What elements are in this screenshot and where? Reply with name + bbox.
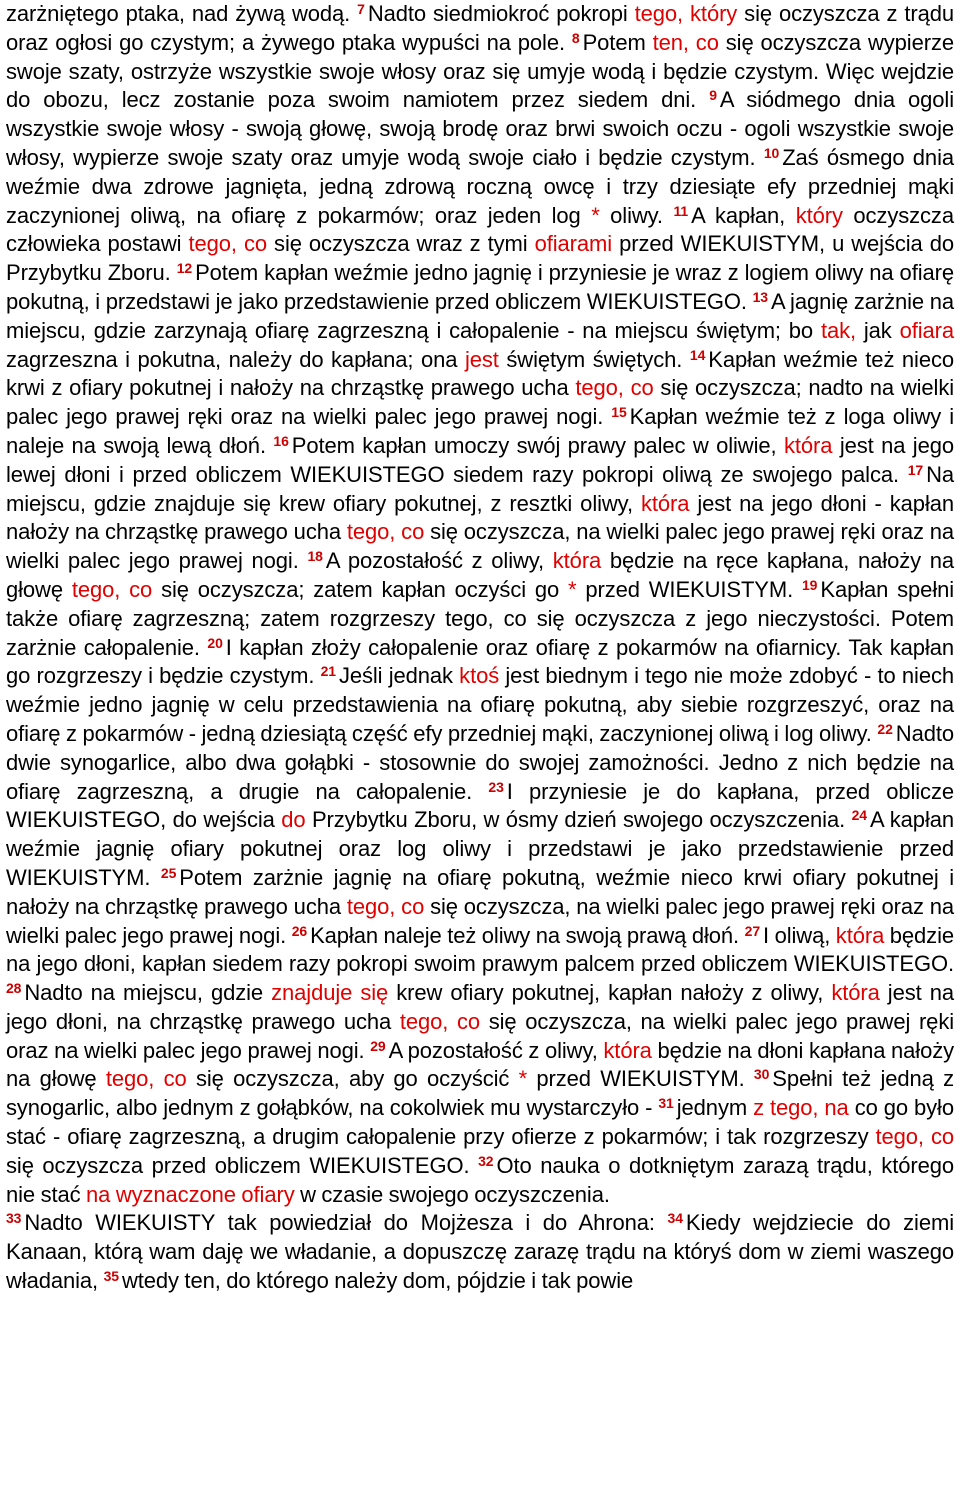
text-run: się oczyszcza, na wielki palec jego prawej ręki oraz na wielki palec jego prawej nogi. [6,519,955,574]
highlighted-phrase: ktoś [459,663,500,689]
text-run: się oczyszcza; zatem kapłan oczyści go [152,576,569,602]
verse-number: 26 [291,922,308,939]
verse-number: 19 [802,576,818,593]
text-run: krew ofiary pokutnej, kapłan nałoży z oliwy, [388,980,832,1006]
verse-number: 32 [478,1152,494,1169]
text-run: Kapłan spełni także ofiarę zagrzeszną; zatem rozgrzeszy tego, co się oczyszcza z jego nieczystości. Potem zarżnie całopalenie. [6,576,955,660]
text-run: Nadto dwie synogarlice, albo dwa gołąbki - stosownie do swojej zamożności. Jedno z nich będzie na ofiarę zagrzeszną, a drugie na całopalenie. [6,720,954,804]
text-run: przed WIEKUISTYM, u wejścia do Przybytku Zboru. [6,231,955,286]
text-run: wtedy ten, do którego należy dom, pójdzie i tak powie [121,1268,634,1294]
highlighted-phrase: ofiara [899,317,954,343]
text-run: Potem zarżnie jagnię na ofiarę pokutną, weźmie nieco krwi ofiary pokutnej i nałoży na chrząstkę prawego ucha [6,864,954,919]
verse-number: 15 [611,404,627,421]
text-run: Potem kapłan weźmie jedno jagnię i przyniesie je wraz z logiem oliwy na ofiarę pokutną, i przedstawi je jako przedstawienie przed obliczem WIEKUISTEGO. [6,260,954,314]
highlighted-phrase: ten, co [652,29,719,55]
highlighted-phrase: jest [464,346,499,372]
text-run: się oczyszcza, aby go oczyścić [186,1066,519,1092]
text-run: się oczyszcza przed obliczem WIEKUISTEGO. [6,1152,479,1178]
text-run: Nadto na miejscu, gdzie [24,980,272,1006]
verse-number: 25 [160,864,177,881]
text-run: Kapłan weźmie też nieco krwi z ofiary pokutnej i nałoży na chrząstkę prawego ucha [6,346,955,401]
verse-number: 7 [357,1,365,17]
text-run: jednym [676,1095,754,1121]
verse-number: 8 [571,29,580,46]
paragraph [0,1209,960,1295]
text-run: Nadto siedmiokroć pokropi [367,1,635,26]
text-run: się oczyszcza wraz z tymi [267,231,535,257]
text-run: jest na jego dłoni, na chrząstkę prawego ucha [6,980,954,1034]
highlighted-phrase: tego, co [188,231,267,257]
text-run: jest biednym i tego nie może zdobyć - to niech weźmie jedno jagnię w celu przedstawienia na ofiarę pokutną, aby siebie rozgrzeszyć, oraz na ofiarę z pokarmów - jedną dziesiątą część efy przedniej mąki, zaczynionej oliwą i log oliwy. [6,663,954,746]
text-run: Nadto WIEKUISTY tak powiedział do Mojżesza i do Ahrona: [24,1210,668,1236]
verse-number: 23 [488,778,504,795]
text-run: Przybytku Zboru, w ósmy dzień swojego oczyszczenia. [305,807,852,833]
highlighted-phrase: tego, co [105,1066,187,1092]
text-run: będzie na jego dłoni, kapłan siedem razy pokropi swoim prawym palcem przed obliczem WIEKUISTEGO. [6,922,955,977]
verse-number: 20 [207,634,223,651]
text-run: Na miejscu, gdzie znajduje się krew ofiary pokutnej, z resztki oliwy, [6,461,954,516]
text-run: się oczyszcza wypierze swoje szaty, ostrzyże wszystkie swoje włosy oraz się umyje wodą i będzie czystym. Więc wejdzie do obozu, lecz zostanie poza swoim namiotem przez siedem dni. [6,29,954,113]
verse-number: 18 [307,548,323,565]
text-run: się oczyszcza z trądu oraz ogłosi go czystym; a żywego ptaka wypuści na pole. [6,1,955,55]
highlighted-phrase: tego, co [346,893,425,919]
text-run: Jeśli jednak [338,663,460,689]
highlighted-phrase: ofiarami [534,231,613,257]
text-run: jest na jego dłoni - kapłan nałoży na chrząstkę prawego ucha [6,490,954,545]
text-run: przed WIEKUISTYM. [527,1066,754,1092]
verse-number: 22 [877,720,893,737]
text-run: A jagnię zarżnie na miejscu, gdzie zarzynają ofiarę zagrzeszną i całopalenie - na miejscu świętym; bo [6,288,954,343]
text-run: I kapłan złoży całopalenie oraz ofiarę z pokarmów na ofiarnicy. Tak kapłan go rozgrzeszy i będzie czystym. [6,634,954,689]
highlighted-phrase: * [591,202,600,228]
highlighted-phrase: * [518,1066,528,1092]
highlighted-phrase: która [552,548,602,574]
verse-number: 33 [6,1210,22,1227]
text-run: oliwy. [599,202,674,228]
verse-number: 11 [673,202,689,219]
highlighted-phrase: która [831,980,880,1006]
highlighted-phrase: znajduje się [271,980,389,1006]
highlighted-phrase: która [603,1037,652,1063]
text-run: jest na jego lewej dłoni i przed obliczem WIEKUISTEGO siedem razy pokropi oliwą ze swojego palca. [6,432,955,487]
highlighted-phrase: tego, co [875,1124,954,1150]
text-run: w czasie swojego oczyszczenia. [294,1181,610,1207]
highlighted-phrase: tego, który [634,1,738,26]
text-run: się oczyszcza, na wielki palec jego prawej ręki oraz na wielki palec jego prawej nogi. [6,893,955,948]
verse-number: 10 [763,144,780,161]
verse-number: 9 [709,87,717,104]
text-run: A pozostałość z oliwy, [388,1037,604,1063]
text-run: A kapłan weźmie jagnię ofiary pokutnej oraz log oliwy i przedstawi je jako przedstawienie przed WIEKUISTYM. [6,807,955,890]
text-run: będzie na ręce kapłana, nałoży na głowę [6,548,954,602]
text-run: Potem [582,29,653,55]
highlighted-phrase: która [640,490,690,516]
text-run: Oto nauka o dotkniętym zarazą trądu, którego nie stać [6,1152,954,1207]
verse-number: 35 [103,1268,119,1285]
text-run: co go było stać - ofiarę zagrzeszną, a drugim całopalenie przy ofierze z pokarmów; i tak rozgrzeszy [6,1095,954,1150]
verse-number: 13 [752,288,768,305]
text-run: będzie na dłoni kapłana nałoży na głowę [6,1037,955,1092]
highlighted-phrase: który [795,202,843,228]
highlighted-phrase: która [835,922,885,948]
text-run: jak [856,317,900,343]
highlighted-phrase: z tego, na [753,1095,849,1121]
verse-number: 16 [273,432,289,449]
verse-number: 29 [370,1037,386,1054]
highlighted-phrase: do [281,807,306,833]
text-run: Spełni też jedną z synogarlic, albo jednym z gołąbków, na cokolwiek mu wystarczyło - [6,1066,955,1121]
text-run: Potem kapłan umoczy swój prawy palec w oliwie, [291,432,784,458]
text-run: zarżniętego ptaka, nad żywą wodą. [6,1,358,26]
text-run: Zaś ósmego dnia weźmie dwa zdrowe jagnięta, jedną zdrową roczną owcę i trzy dziesiąte efy przedniej mąki zaczynionej oliwą, na ofiarę z pokarmów; oraz jeden log [6,144,954,228]
text-run: zagrzeszna i pokutna, należy do kapłana; ona [6,346,465,372]
verse-number: 30 [753,1066,770,1083]
text-run: Kapłan naleje też oliwy na swoją prawą dłoń. [310,922,745,948]
verse-number: 34 [667,1210,683,1227]
verse-number: 21 [320,663,336,680]
highlighted-phrase: tego, co [71,576,153,602]
verse-number: 14 [689,346,706,363]
text-run: Kapłan weźmie też z loga oliwy i naleje na swoją lewą dłoń. [6,404,954,458]
text-run: oczyszcza człowieka postawi [6,202,954,257]
verse-number: 28 [6,980,22,997]
text-run: A kapłan, [691,202,796,228]
text-run: przed WIEKUISTYM. [576,576,802,602]
text-run: I przyniesie je do kapłana, przed oblicze WIEKUISTEGO, do wejścia [6,778,954,833]
highlighted-phrase: * [568,576,577,602]
verse-number: 24 [851,807,867,824]
text-run: świętym świętych. [498,346,690,372]
highlighted-phrase: tak, [820,317,856,343]
text-run: Kiedy wejdziecie do ziemi Kanaan, którą wam daję we władanie, a dopuszczę zarazę trądu na któryś dom w ziemi waszego władania, [6,1210,954,1294]
verse-number: 31 [658,1095,674,1112]
text-run: A pozostałość z oliwy, [325,548,553,574]
text-run: się oczyszcza; nadto na wielki palec jego prawej ręki oraz na wielki palec jego prawej nogi. [6,375,955,430]
text-run: A siódmego dnia ogoli wszystkie swoje włosy - swoją głowę, swoją brodę oraz brwi swoich oczu - ogoli wszystkie swoje włosy, wypierze swoje szaty oraz umyje wodą swoje ciało i będzie czystym. [6,87,954,170]
highlighted-phrase: na wyznaczone ofiary [86,1181,295,1207]
highlighted-phrase: tego, co [346,519,425,545]
highlighted-phrase: która [783,432,833,458]
text-run: się oczyszcza, na wielki palec jego prawej ręki oraz na wielki palec jego prawej nogi. [6,1008,955,1063]
verse-number: 12 [176,260,193,277]
highlighted-phrase: tego, co [575,375,654,401]
verse-number: 17 [907,461,924,478]
verse-number: 27 [744,922,761,939]
highlighted-phrase: tego, co [399,1008,481,1034]
text-run: I oliwą, [763,922,836,948]
